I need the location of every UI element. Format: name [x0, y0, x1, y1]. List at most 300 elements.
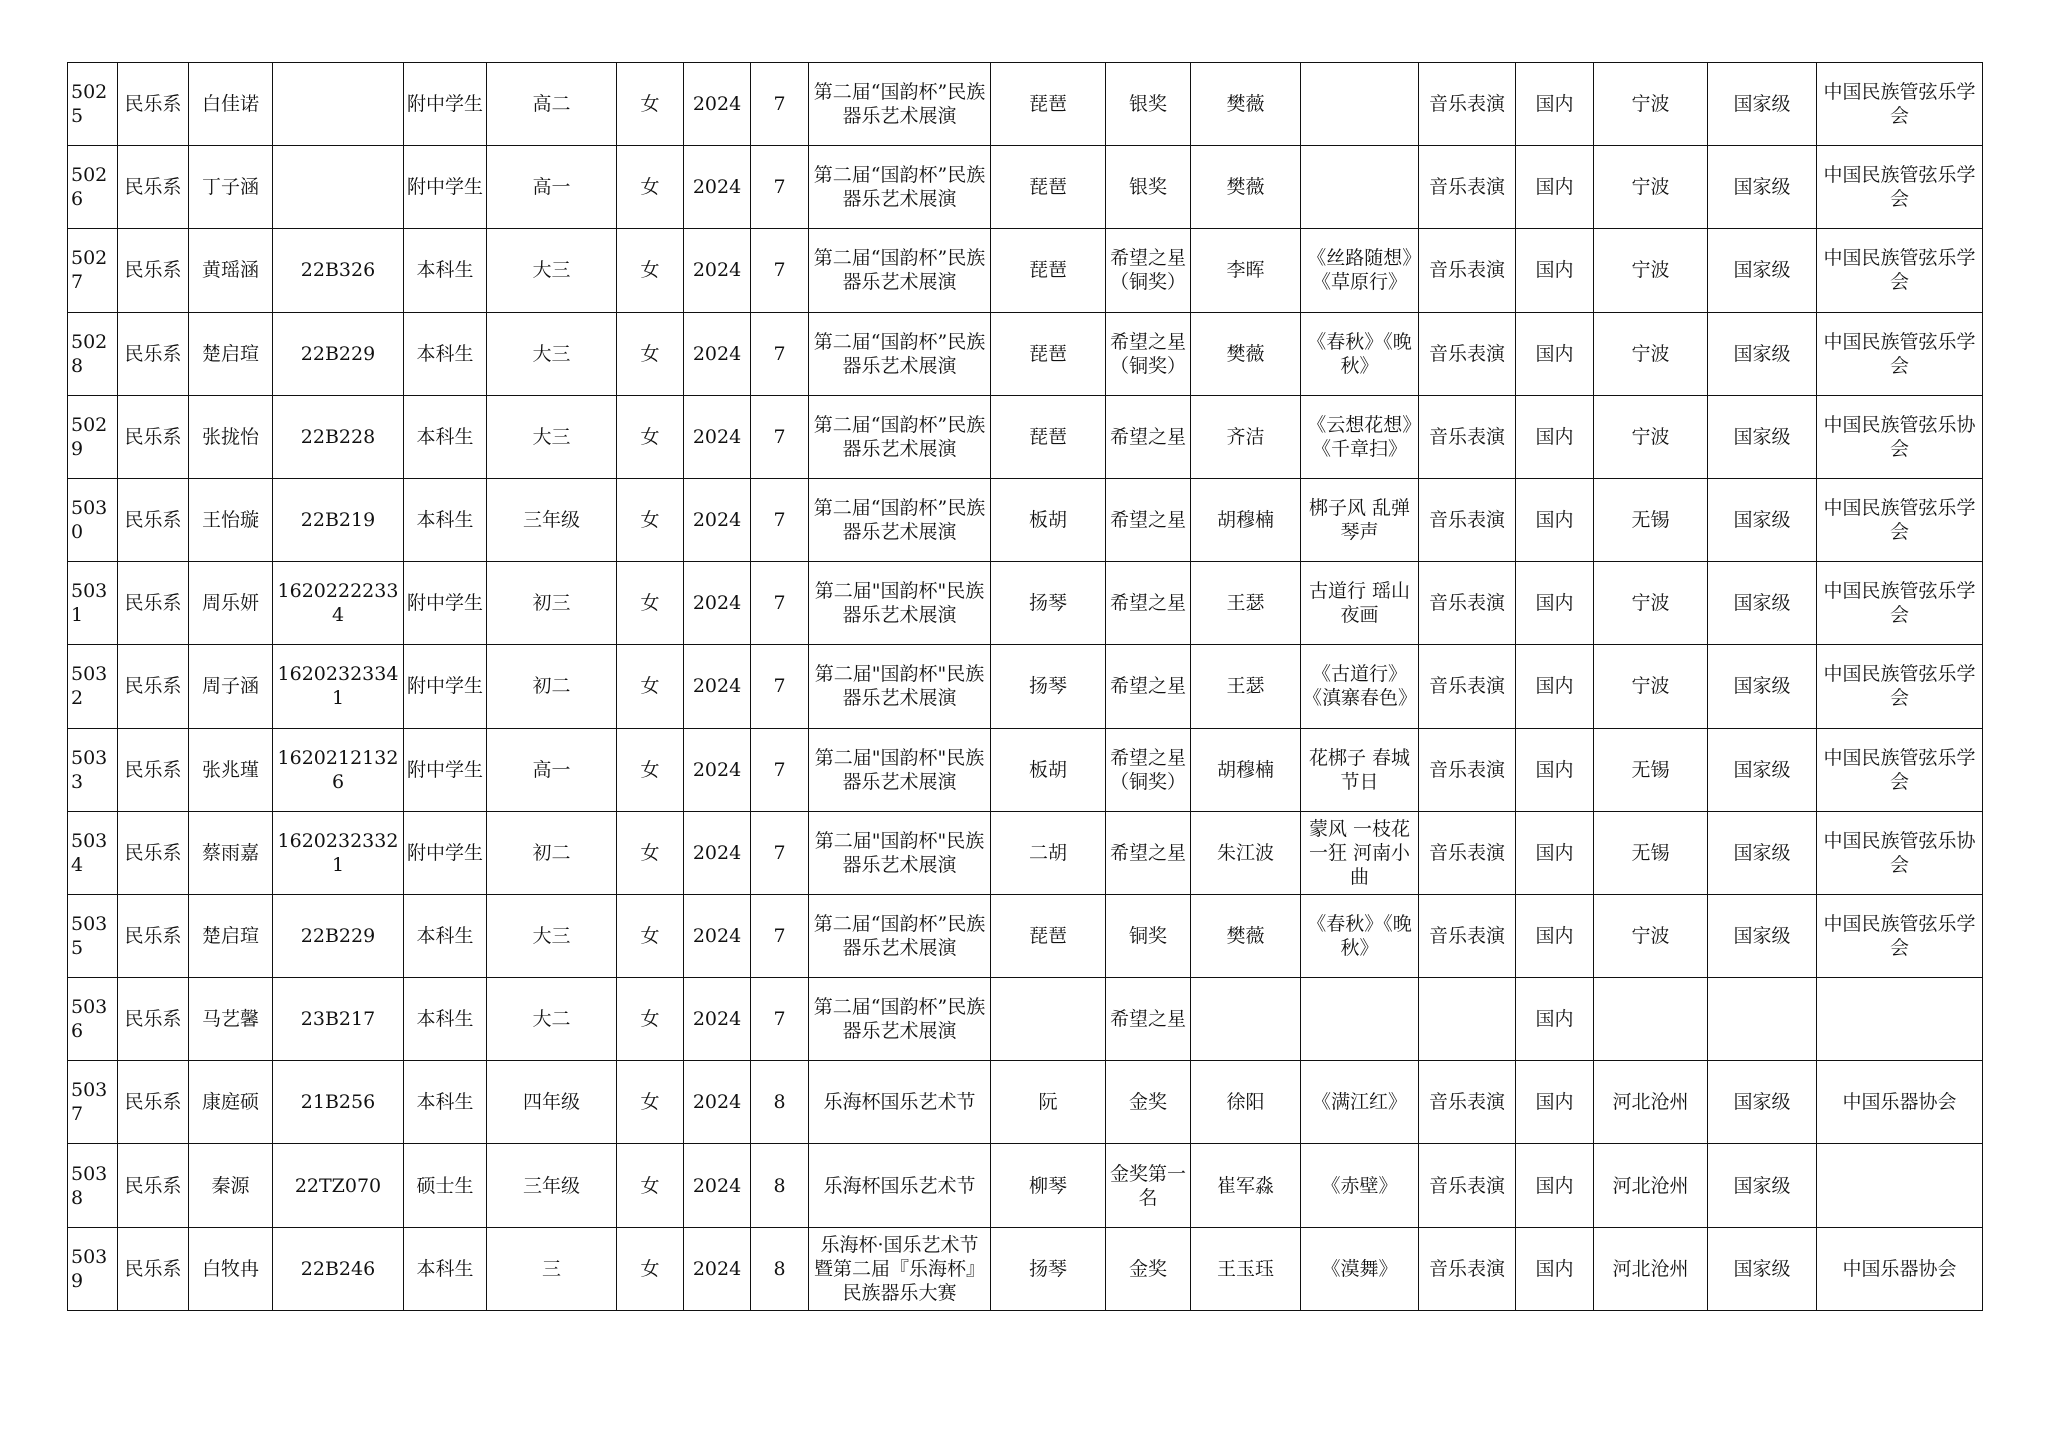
- cell-grade: 初二: [487, 645, 617, 728]
- cell-organizer: 中国民族管弦乐学会: [1817, 146, 1983, 229]
- cell-month: 7: [751, 728, 809, 811]
- cell-student-id: 22B246: [273, 1227, 404, 1310]
- table-row: [68, 811, 1983, 894]
- cell-competition-name: 乐海杯国乐艺术节: [809, 1061, 991, 1144]
- cell-location: 宁波: [1594, 229, 1708, 312]
- cell-instrument: 阮: [991, 1061, 1106, 1144]
- cell-location: 河北沧州: [1594, 1144, 1708, 1227]
- cell-grade: 大二: [487, 978, 617, 1061]
- cell-year: 2024: [684, 894, 751, 977]
- cell-student-id: [273, 146, 404, 229]
- cell-gender: 女: [617, 395, 684, 478]
- cell-advisor: 胡穆楠: [1191, 478, 1301, 561]
- table-row: [68, 1061, 1983, 1144]
- cell-gender: 女: [617, 645, 684, 728]
- cell-student-name: 楚启瑄: [189, 894, 273, 977]
- cell-category: 音乐表演: [1419, 811, 1516, 894]
- cell-gender: 女: [617, 1144, 684, 1227]
- cell-instrument: [991, 978, 1106, 1061]
- cell-year: 2024: [684, 229, 751, 312]
- cell-category: 音乐表演: [1419, 1061, 1516, 1144]
- cell-level: 国家级: [1708, 562, 1817, 645]
- cell-gender: 女: [617, 63, 684, 146]
- cell-region: 国内: [1516, 978, 1594, 1061]
- cell-competition-name: 乐海杯国乐艺术节: [809, 1144, 991, 1227]
- cell-repertoire: [1301, 146, 1419, 229]
- cell-student-name: 楚启瑄: [189, 312, 273, 395]
- cell-record-id: 5030: [68, 478, 118, 561]
- cell-instrument: 琵琶: [991, 229, 1106, 312]
- cell-department: 民乐系: [118, 229, 189, 312]
- cell-level: 国家级: [1708, 645, 1817, 728]
- cell-organizer: [1817, 1144, 1983, 1227]
- cell-instrument: 扬琴: [991, 562, 1106, 645]
- cell-record-id: 5029: [68, 395, 118, 478]
- cell-student-id: 22B228: [273, 395, 404, 478]
- cell-advisor: 李晖: [1191, 229, 1301, 312]
- cell-location: 无锡: [1594, 728, 1708, 811]
- cell-student-id: 22B219: [273, 478, 404, 561]
- cell-level: 国家级: [1708, 312, 1817, 395]
- cell-level: 国家级: [1708, 728, 1817, 811]
- records-table: [67, 62, 1983, 1311]
- cell-region: 国内: [1516, 728, 1594, 811]
- cell-award: 金奖第一名: [1106, 1144, 1191, 1227]
- cell-grade: 初二: [487, 811, 617, 894]
- cell-region: 国内: [1516, 1061, 1594, 1144]
- cell-student-id: 16202323321: [273, 811, 404, 894]
- cell-category: 音乐表演: [1419, 312, 1516, 395]
- cell-record-id: 5025: [68, 63, 118, 146]
- cell-student-type: 附中学生: [404, 728, 487, 811]
- cell-record-id: 5031: [68, 562, 118, 645]
- cell-student-type: 本科生: [404, 978, 487, 1061]
- cell-gender: 女: [617, 894, 684, 977]
- cell-year: 2024: [684, 1144, 751, 1227]
- cell-organizer: 中国民族管弦乐学会: [1817, 229, 1983, 312]
- cell-organizer: [1817, 978, 1983, 1061]
- cell-student-id: 22B326: [273, 229, 404, 312]
- cell-gender: 女: [617, 562, 684, 645]
- cell-repertoire: 《春秋》《晚秋》: [1301, 312, 1419, 395]
- cell-instrument: 二胡: [991, 811, 1106, 894]
- cell-student-type: 本科生: [404, 229, 487, 312]
- cell-competition-name: 第二届"国韵杯"民族器乐艺术展演: [809, 728, 991, 811]
- cell-grade: 大三: [487, 229, 617, 312]
- cell-level: 国家级: [1708, 1061, 1817, 1144]
- cell-level: 国家级: [1708, 229, 1817, 312]
- cell-repertoire: 《丝路随想》《草原行》: [1301, 229, 1419, 312]
- cell-student-id: 22B229: [273, 312, 404, 395]
- cell-student-type: 附中学生: [404, 562, 487, 645]
- cell-gender: 女: [617, 478, 684, 561]
- cell-advisor: 王玉珏: [1191, 1227, 1301, 1310]
- cell-award: 银奖: [1106, 146, 1191, 229]
- cell-competition-name: 第二届“国韵杯”民族器乐艺术展演: [809, 146, 991, 229]
- cell-month: 7: [751, 478, 809, 561]
- cell-competition-name: 第二届“国韵杯”民族器乐艺术展演: [809, 229, 991, 312]
- cell-student-name: 康庭硕: [189, 1061, 273, 1144]
- table-row: [68, 1227, 1983, 1310]
- table-body: [68, 63, 1983, 1311]
- cell-instrument: 板胡: [991, 728, 1106, 811]
- cell-student-name: 周乐妍: [189, 562, 273, 645]
- cell-category: [1419, 978, 1516, 1061]
- cell-department: 民乐系: [118, 978, 189, 1061]
- cell-grade: 四年级: [487, 1061, 617, 1144]
- cell-instrument: 柳琴: [991, 1144, 1106, 1227]
- cell-category: 音乐表演: [1419, 478, 1516, 561]
- cell-award: 铜奖: [1106, 894, 1191, 977]
- cell-advisor: 齐洁: [1191, 395, 1301, 478]
- cell-organizer: 中国民族管弦乐学会: [1817, 478, 1983, 561]
- cell-gender: 女: [617, 1061, 684, 1144]
- cell-advisor: 樊薇: [1191, 63, 1301, 146]
- cell-competition-name: 第二届“国韵杯”民族器乐艺术展演: [809, 312, 991, 395]
- cell-month: 7: [751, 146, 809, 229]
- cell-record-id: 5038: [68, 1144, 118, 1227]
- cell-region: 国内: [1516, 645, 1594, 728]
- cell-month: 7: [751, 63, 809, 146]
- cell-grade: 三年级: [487, 478, 617, 561]
- cell-competition-name: 第二届“国韵杯”民族器乐艺术展演: [809, 395, 991, 478]
- cell-student-id: 16202121326: [273, 728, 404, 811]
- cell-department: 民乐系: [118, 1061, 189, 1144]
- cell-organizer: 中国民族管弦乐学会: [1817, 312, 1983, 395]
- cell-student-type: 本科生: [404, 395, 487, 478]
- cell-level: 国家级: [1708, 395, 1817, 478]
- cell-student-id: 22TZ070: [273, 1144, 404, 1227]
- cell-gender: 女: [617, 1227, 684, 1310]
- cell-student-name: 白牧冉: [189, 1227, 273, 1310]
- cell-month: 7: [751, 229, 809, 312]
- cell-location: 宁波: [1594, 894, 1708, 977]
- cell-student-id: 16202222334: [273, 562, 404, 645]
- cell-year: 2024: [684, 478, 751, 561]
- cell-level: 国家级: [1708, 478, 1817, 561]
- cell-level: 国家级: [1708, 1144, 1817, 1227]
- cell-grade: 三: [487, 1227, 617, 1310]
- cell-award: 希望之星: [1106, 562, 1191, 645]
- cell-student-id: 23B217: [273, 978, 404, 1061]
- cell-department: 民乐系: [118, 728, 189, 811]
- cell-student-id: 22B229: [273, 894, 404, 977]
- cell-student-type: 附中学生: [404, 146, 487, 229]
- cell-advisor: 崔军淼: [1191, 1144, 1301, 1227]
- cell-record-id: 5027: [68, 229, 118, 312]
- cell-category: 音乐表演: [1419, 63, 1516, 146]
- cell-department: 民乐系: [118, 1227, 189, 1310]
- cell-instrument: 扬琴: [991, 1227, 1106, 1310]
- table-row: [68, 478, 1983, 561]
- cell-record-id: 5032: [68, 645, 118, 728]
- cell-advisor: 王瑟: [1191, 645, 1301, 728]
- cell-student-name: 张拢怡: [189, 395, 273, 478]
- cell-student-type: 硕士生: [404, 1144, 487, 1227]
- cell-level: [1708, 978, 1817, 1061]
- cell-student-type: 本科生: [404, 478, 487, 561]
- cell-department: 民乐系: [118, 312, 189, 395]
- cell-grade: 大三: [487, 894, 617, 977]
- cell-record-id: 5037: [68, 1061, 118, 1144]
- cell-department: 民乐系: [118, 478, 189, 561]
- cell-instrument: 板胡: [991, 478, 1106, 561]
- cell-student-type: 本科生: [404, 1227, 487, 1310]
- cell-department: 民乐系: [118, 395, 189, 478]
- cell-repertoire: 《古道行》《滇寨春色》: [1301, 645, 1419, 728]
- table-row: [68, 645, 1983, 728]
- table-row: [68, 312, 1983, 395]
- cell-department: 民乐系: [118, 645, 189, 728]
- table-row: [68, 63, 1983, 146]
- cell-location: 河北沧州: [1594, 1061, 1708, 1144]
- cell-instrument: 琵琶: [991, 63, 1106, 146]
- cell-organizer: 中国民族管弦乐学会: [1817, 645, 1983, 728]
- cell-organizer: 中国乐器协会: [1817, 1227, 1983, 1310]
- cell-organizer: 中国民族管弦乐学会: [1817, 562, 1983, 645]
- cell-award: 希望之星: [1106, 811, 1191, 894]
- cell-student-id: 16202323341: [273, 645, 404, 728]
- cell-award: 希望之星（铜奖）: [1106, 229, 1191, 312]
- cell-location: 宁波: [1594, 312, 1708, 395]
- cell-year: 2024: [684, 1061, 751, 1144]
- cell-gender: 女: [617, 811, 684, 894]
- cell-department: 民乐系: [118, 562, 189, 645]
- cell-student-name: 丁子涵: [189, 146, 273, 229]
- table-row: [68, 562, 1983, 645]
- cell-location: 无锡: [1594, 811, 1708, 894]
- cell-advisor: 樊薇: [1191, 146, 1301, 229]
- cell-organizer: 中国民族管弦乐学会: [1817, 894, 1983, 977]
- cell-region: 国内: [1516, 811, 1594, 894]
- cell-location: 宁波: [1594, 645, 1708, 728]
- cell-gender: 女: [617, 312, 684, 395]
- cell-organizer: 中国乐器协会: [1817, 1061, 1983, 1144]
- cell-level: 国家级: [1708, 894, 1817, 977]
- cell-award: 银奖: [1106, 63, 1191, 146]
- cell-region: 国内: [1516, 63, 1594, 146]
- cell-organizer: 中国民族管弦乐协会: [1817, 395, 1983, 478]
- cell-gender: 女: [617, 229, 684, 312]
- cell-level: 国家级: [1708, 811, 1817, 894]
- cell-department: 民乐系: [118, 146, 189, 229]
- cell-month: 8: [751, 1144, 809, 1227]
- cell-record-id: 5039: [68, 1227, 118, 1310]
- cell-competition-name: 乐海杯·国乐艺术节暨第二届『乐海杯』民族器乐大赛: [809, 1227, 991, 1310]
- cell-student-name: 白佳诺: [189, 63, 273, 146]
- cell-grade: 高一: [487, 728, 617, 811]
- table-row: [68, 728, 1983, 811]
- cell-record-id: 5036: [68, 978, 118, 1061]
- cell-student-type: 附中学生: [404, 645, 487, 728]
- cell-region: 国内: [1516, 1227, 1594, 1310]
- cell-gender: 女: [617, 146, 684, 229]
- cell-location: 宁波: [1594, 562, 1708, 645]
- cell-record-id: 5026: [68, 146, 118, 229]
- cell-region: 国内: [1516, 1144, 1594, 1227]
- cell-repertoire: 《春秋》《晚秋》: [1301, 894, 1419, 977]
- cell-advisor: 樊薇: [1191, 894, 1301, 977]
- cell-repertoire: 蒙风 一枝花 一狂 河南小曲: [1301, 811, 1419, 894]
- cell-instrument: 琵琶: [991, 312, 1106, 395]
- cell-repertoire: [1301, 978, 1419, 1061]
- cell-student-type: 本科生: [404, 1061, 487, 1144]
- cell-award: 希望之星: [1106, 978, 1191, 1061]
- cell-category: 音乐表演: [1419, 894, 1516, 977]
- table-row: [68, 146, 1983, 229]
- cell-instrument: 琵琶: [991, 894, 1106, 977]
- cell-student-name: 周子涵: [189, 645, 273, 728]
- cell-competition-name: 第二届“国韵杯”民族器乐艺术展演: [809, 478, 991, 561]
- cell-student-type: 附中学生: [404, 63, 487, 146]
- cell-region: 国内: [1516, 478, 1594, 561]
- cell-location: 河北沧州: [1594, 1227, 1708, 1310]
- cell-organizer: 中国民族管弦乐协会: [1817, 811, 1983, 894]
- cell-month: 7: [751, 978, 809, 1061]
- cell-year: 2024: [684, 395, 751, 478]
- cell-month: 8: [751, 1061, 809, 1144]
- cell-advisor: 王瑟: [1191, 562, 1301, 645]
- cell-organizer: 中国民族管弦乐学会: [1817, 728, 1983, 811]
- table-row: [68, 395, 1983, 478]
- cell-record-id: 5033: [68, 728, 118, 811]
- cell-level: 国家级: [1708, 146, 1817, 229]
- cell-competition-name: 第二届“国韵杯”民族器乐艺术展演: [809, 63, 991, 146]
- cell-month: 7: [751, 312, 809, 395]
- cell-grade: 初三: [487, 562, 617, 645]
- cell-record-id: 5028: [68, 312, 118, 395]
- cell-year: 2024: [684, 978, 751, 1061]
- cell-month: 7: [751, 811, 809, 894]
- cell-month: 7: [751, 562, 809, 645]
- cell-location: 无锡: [1594, 478, 1708, 561]
- cell-student-id: [273, 63, 404, 146]
- cell-department: 民乐系: [118, 894, 189, 977]
- cell-grade: 大三: [487, 395, 617, 478]
- cell-student-type: 本科生: [404, 312, 487, 395]
- cell-organizer: 中国民族管弦乐学会: [1817, 63, 1983, 146]
- cell-gender: 女: [617, 728, 684, 811]
- cell-category: 音乐表演: [1419, 1144, 1516, 1227]
- cell-student-name: 黄瑶涵: [189, 229, 273, 312]
- cell-student-type: 附中学生: [404, 811, 487, 894]
- cell-advisor: 樊薇: [1191, 312, 1301, 395]
- cell-year: 2024: [684, 63, 751, 146]
- cell-competition-name: 第二届"国韵杯"民族器乐艺术展演: [809, 811, 991, 894]
- cell-award: 希望之星（铜奖）: [1106, 312, 1191, 395]
- cell-department: 民乐系: [118, 1144, 189, 1227]
- cell-grade: 大三: [487, 312, 617, 395]
- cell-category: 音乐表演: [1419, 229, 1516, 312]
- cell-region: 国内: [1516, 229, 1594, 312]
- cell-student-name: 马艺馨: [189, 978, 273, 1061]
- cell-year: 2024: [684, 146, 751, 229]
- table-row: [68, 229, 1983, 312]
- cell-student-id: 21B256: [273, 1061, 404, 1144]
- cell-repertoire: 《满江红》: [1301, 1061, 1419, 1144]
- cell-record-id: 5035: [68, 894, 118, 977]
- cell-month: 7: [751, 645, 809, 728]
- cell-location: 宁波: [1594, 63, 1708, 146]
- cell-repertoire: 《云想花想》《千章扫》: [1301, 395, 1419, 478]
- cell-month: 7: [751, 894, 809, 977]
- table-row: [68, 1144, 1983, 1227]
- cell-category: 音乐表演: [1419, 395, 1516, 478]
- cell-region: 国内: [1516, 312, 1594, 395]
- cell-year: 2024: [684, 811, 751, 894]
- cell-region: 国内: [1516, 146, 1594, 229]
- cell-advisor: [1191, 978, 1301, 1061]
- cell-student-name: 秦源: [189, 1144, 273, 1227]
- cell-award: 希望之星: [1106, 645, 1191, 728]
- cell-year: 2024: [684, 645, 751, 728]
- cell-department: 民乐系: [118, 811, 189, 894]
- table-row: [68, 978, 1983, 1061]
- cell-level: 国家级: [1708, 1227, 1817, 1310]
- cell-location: 宁波: [1594, 146, 1708, 229]
- cell-department: 民乐系: [118, 63, 189, 146]
- cell-award: 希望之星（铜奖）: [1106, 728, 1191, 811]
- cell-grade: 高二: [487, 63, 617, 146]
- cell-student-name: 蔡雨嘉: [189, 811, 273, 894]
- cell-competition-name: 第二届"国韵杯"民族器乐艺术展演: [809, 645, 991, 728]
- cell-award: 希望之星: [1106, 478, 1191, 561]
- cell-category: 音乐表演: [1419, 146, 1516, 229]
- cell-record-id: 5034: [68, 811, 118, 894]
- cell-month: 8: [751, 1227, 809, 1310]
- cell-region: 国内: [1516, 395, 1594, 478]
- cell-student-type: 本科生: [404, 894, 487, 977]
- cell-region: 国内: [1516, 562, 1594, 645]
- cell-instrument: 琵琶: [991, 395, 1106, 478]
- cell-location: 宁波: [1594, 395, 1708, 478]
- cell-award: 希望之星: [1106, 395, 1191, 478]
- cell-category: 音乐表演: [1419, 1227, 1516, 1310]
- cell-grade: 高一: [487, 146, 617, 229]
- cell-repertoire: 《漠舞》: [1301, 1227, 1419, 1310]
- cell-year: 2024: [684, 728, 751, 811]
- cell-advisor: 朱江波: [1191, 811, 1301, 894]
- cell-location: [1594, 978, 1708, 1061]
- cell-instrument: 琵琶: [991, 146, 1106, 229]
- table-row: [68, 894, 1983, 977]
- cell-competition-name: 第二届“国韵杯”民族器乐艺术展演: [809, 978, 991, 1061]
- cell-year: 2024: [684, 1227, 751, 1310]
- cell-repertoire: [1301, 63, 1419, 146]
- cell-instrument: 扬琴: [991, 645, 1106, 728]
- cell-competition-name: 第二届“国韵杯”民族器乐艺术展演: [809, 894, 991, 977]
- cell-competition-name: 第二届"国韵杯"民族器乐艺术展演: [809, 562, 991, 645]
- cell-year: 2024: [684, 312, 751, 395]
- cell-advisor: 胡穆楠: [1191, 728, 1301, 811]
- cell-gender: 女: [617, 978, 684, 1061]
- cell-student-name: 王怡璇: [189, 478, 273, 561]
- cell-category: 音乐表演: [1419, 645, 1516, 728]
- cell-level: 国家级: [1708, 63, 1817, 146]
- cell-year: 2024: [684, 562, 751, 645]
- cell-advisor: 徐阳: [1191, 1061, 1301, 1144]
- cell-repertoire: 梆子风 乱弹琴声: [1301, 478, 1419, 561]
- cell-student-name: 张兆瑾: [189, 728, 273, 811]
- cell-repertoire: 《赤壁》: [1301, 1144, 1419, 1227]
- cell-award: 金奖: [1106, 1061, 1191, 1144]
- cell-grade: 三年级: [487, 1144, 617, 1227]
- cell-category: 音乐表演: [1419, 562, 1516, 645]
- cell-repertoire: 花梆子 春城节日: [1301, 728, 1419, 811]
- cell-region: 国内: [1516, 894, 1594, 977]
- cell-month: 7: [751, 395, 809, 478]
- cell-repertoire: 古道行 瑶山夜画: [1301, 562, 1419, 645]
